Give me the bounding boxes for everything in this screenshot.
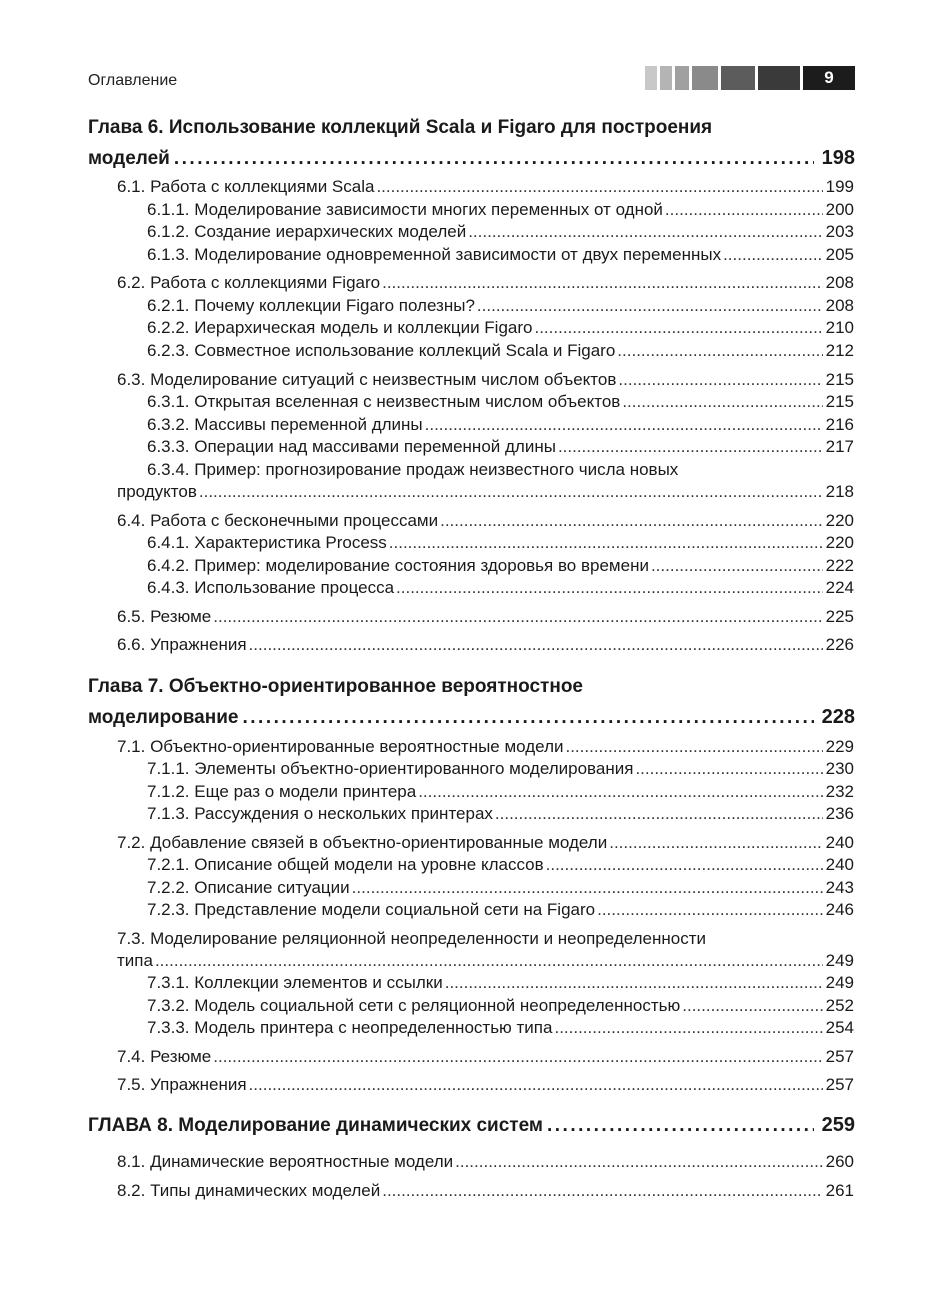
entry-title: 6.3. Моделирование ситуаций с неизвестным числом объектов [117, 370, 617, 389]
tab-block [758, 66, 800, 90]
chapter-title-line1: Глава 6. Использование коллекций Scala и Figaro для построения [88, 117, 713, 138]
entry-page: 200 [825, 200, 854, 219]
entry-page: 240 [825, 833, 854, 852]
leader-dots [597, 899, 823, 921]
entry-title: 6.2.3. Совместное использование коллекций Scala и Figaro [147, 341, 616, 360]
leader-dots [635, 758, 822, 780]
entry-title: 6.1.1. Моделирование зависимости многих переменных от одной [147, 200, 663, 219]
toc-entry[interactable] [147, 877, 854, 899]
entry-title: 7.5. Упражнения [117, 1075, 247, 1094]
toc-entry[interactable] [147, 532, 854, 554]
entry-title: 7.1.3. Рассуждения о нескольких принтерах [147, 804, 493, 823]
tab-block [721, 66, 755, 90]
entry-title: 7.1.1. Элементы объектно-ориентированного моделирования [147, 759, 634, 778]
leader-dots [682, 995, 822, 1017]
leader-dots [249, 1074, 823, 1096]
toc-entry[interactable] [147, 577, 854, 599]
leader-dots [477, 295, 823, 317]
toc-entry[interactable] [147, 199, 854, 221]
leader-dots [155, 950, 823, 972]
entry-title: 7.3.1. Коллекции элементов и ссылки [147, 973, 443, 992]
tab-block [692, 66, 718, 90]
entry-title-line2: типа [117, 951, 153, 970]
toc-entry[interactable] [117, 176, 854, 198]
entry-title: 6.1. Работа с коллекциями Scala [117, 177, 375, 196]
chapter-page: 228 [821, 706, 855, 728]
entry-page: 257 [825, 1075, 854, 1094]
toc-entry[interactable] [147, 781, 854, 803]
toc-entry[interactable] [147, 899, 854, 921]
entry-page: 229 [825, 737, 854, 756]
toc-entry[interactable] [147, 1017, 854, 1039]
entry-title-line1: 6.3.4. Пример: прогнозирование продаж неизвестного числа новых [147, 460, 679, 479]
leader-dots [249, 634, 823, 656]
toc-entry[interactable] [147, 340, 854, 362]
entry-page: 216 [825, 415, 854, 434]
toc-entry[interactable] [117, 606, 854, 628]
entry-page: 236 [825, 804, 854, 823]
toc-entry[interactable] [147, 803, 854, 825]
leader-dots [554, 1017, 822, 1039]
toc-entry[interactable] [117, 369, 854, 391]
entry-title: 6.3.1. Открытая вселенная с неизвестным числом объектов [147, 392, 621, 411]
entry-title: 7.1.2. Еще раз о модели принтера [147, 782, 417, 801]
leader-dots [382, 1180, 822, 1202]
entry-title: 6.2.1. Почему коллекции Figaro полезны? [147, 296, 475, 315]
leader-dots [609, 832, 822, 854]
entry-page: 254 [825, 1018, 854, 1037]
entry-title: 7.2.2. Описание ситуации [147, 878, 350, 897]
toc-entry[interactable] [147, 854, 854, 876]
toc-entry[interactable] [117, 1046, 854, 1068]
running-header [88, 66, 855, 92]
chapter-title-line2: моделей [88, 148, 170, 169]
toc-entry[interactable] [147, 995, 854, 1017]
entry-page: 260 [825, 1152, 854, 1171]
leader-dots [389, 532, 823, 554]
entry-title: 6.3.3. Операции над массивами переменной длины [147, 437, 556, 456]
chapter-heading[interactable] [88, 113, 855, 174]
leader-dots [617, 340, 822, 362]
toc-entry[interactable] [117, 481, 854, 503]
entry-title: 7.1. Объектно-ориентированные вероятностные модели [117, 737, 564, 756]
entry-page: 252 [825, 996, 854, 1015]
leader-dots [425, 414, 823, 436]
leader-dots [445, 972, 823, 994]
leader-dots [213, 1046, 822, 1068]
tab-block [675, 66, 689, 90]
chapter-heading[interactable] [88, 1110, 855, 1141]
entry-title: 6.4. Работа с бесконечными процессами [117, 511, 439, 530]
entry-title: 7.2.3. Представление модели социальной сети на Figaro [147, 900, 596, 919]
leader-dots [534, 317, 822, 339]
leader-dots [242, 703, 813, 733]
entry-page: 205 [825, 245, 854, 264]
toc-entry[interactable] [147, 555, 854, 577]
entry-page: 212 [825, 341, 854, 360]
entry-title: 7.3.3. Модель принтера с неопределенностью типа [147, 1018, 553, 1037]
entry-page: 232 [825, 782, 854, 801]
entry-page: 222 [825, 556, 854, 575]
entry-page: 224 [825, 578, 854, 597]
entry-page: 257 [825, 1047, 854, 1066]
toc-entry[interactable] [117, 1180, 854, 1202]
leader-dots [618, 369, 822, 391]
entry-page: 240 [825, 855, 854, 874]
toc-entry[interactable] [117, 1074, 854, 1096]
toc-entry[interactable] [117, 832, 854, 854]
leader-dots [468, 221, 822, 243]
chapter-heading[interactable] [88, 672, 855, 733]
leader-dots [558, 436, 823, 458]
entry-title: 6.4.3. Использование процесса [147, 578, 395, 597]
entry-title: 8.1. Динамические вероятностные модели [117, 1152, 454, 1171]
entry-title: 8.2. Типы динамических моделей [117, 1181, 381, 1200]
page-number: 9 [803, 66, 855, 90]
entry-title: 6.4.1. Характеристика Process [147, 533, 387, 552]
leader-dots [396, 577, 823, 599]
entry-title: 6.3.2. Массивы переменной длины [147, 415, 423, 434]
toc-entry[interactable] [117, 510, 854, 532]
tab-block [660, 66, 672, 90]
entry-title: 6.5. Резюме [117, 607, 212, 626]
leader-dots [665, 199, 823, 221]
toc-entry[interactable] [117, 736, 854, 758]
chapter-title-line1: Глава 7. Объектно-ориентированное вероятностное [88, 676, 584, 697]
entry-page: 199 [825, 177, 854, 196]
leader-dots [174, 144, 814, 174]
toc-entry[interactable] [147, 295, 854, 317]
entry-page: 220 [825, 511, 854, 530]
entry-page: 226 [825, 635, 854, 654]
entry-page: 218 [825, 482, 854, 501]
entry-page: 261 [825, 1181, 854, 1200]
entry-page: 230 [825, 759, 854, 778]
chapter-title: ГЛАВА 8. Моделирование динамических систем [88, 1115, 543, 1136]
leader-dots [382, 272, 823, 294]
toc-entry[interactable] [147, 758, 854, 780]
leader-dots [495, 803, 823, 825]
chapter-page: 259 [821, 1114, 855, 1136]
toc-entry[interactable] [147, 244, 854, 266]
entry-page: 225 [825, 607, 854, 626]
leader-dots [547, 1111, 814, 1141]
toc-entry[interactable] [147, 221, 854, 243]
entry-page: 217 [825, 437, 854, 456]
entry-title-line1: 7.3. Моделирование реляционной неопределенности и неопределенности [117, 929, 707, 948]
entry-page: 249 [825, 973, 854, 992]
toc-entry[interactable] [147, 436, 854, 458]
leader-dots [352, 877, 823, 899]
toc-entry[interactable] [117, 634, 854, 656]
chapter-page: 198 [821, 147, 855, 169]
entry-page: 208 [825, 296, 854, 315]
entry-title: 7.2.1. Описание общей модели на уровне классов [147, 855, 544, 874]
leader-dots [546, 854, 823, 876]
entry-title: 6.4.2. Пример: моделирование состояния здоровья во времени [147, 556, 649, 575]
entry-title: 7.3.2. Модель социальной сети с реляционной неопределенностью [147, 996, 681, 1015]
toc-entry[interactable] [147, 414, 854, 436]
leader-dots [440, 510, 823, 532]
entry-page: 203 [825, 222, 854, 241]
leader-dots [651, 555, 823, 577]
leader-dots [213, 606, 822, 628]
entry-page: 208 [825, 273, 854, 292]
toc-entry[interactable] [117, 950, 854, 972]
entry-title: 6.2.2. Иерархическая модель и коллекции Figaro [147, 318, 533, 337]
entry-page: 210 [825, 318, 854, 337]
entry-page: 215 [825, 370, 854, 389]
entry-page: 249 [825, 951, 854, 970]
leader-dots [199, 481, 823, 503]
toc-entry[interactable] [117, 272, 854, 294]
leader-dots [376, 176, 822, 198]
page-tab-bar [642, 66, 855, 90]
entry-title: 6.1.3. Моделирование одновременной зависимости от двух переменных [147, 245, 722, 264]
tab-block [645, 66, 657, 90]
leader-dots [565, 736, 822, 758]
toc-entry[interactable] [147, 317, 854, 339]
entry-title-line2: продуктов [117, 482, 197, 501]
leader-dots [622, 391, 822, 413]
entry-page: 243 [825, 878, 854, 897]
entry-page: 246 [825, 900, 854, 919]
leader-dots [723, 244, 823, 266]
toc-entry[interactable] [117, 1151, 854, 1173]
toc-entry[interactable] [147, 972, 854, 994]
entry-title: 6.1.2. Создание иерархических моделей [147, 222, 467, 241]
entry-page: 220 [825, 533, 854, 552]
leader-dots [418, 781, 822, 803]
entry-title: 7.2. Добавление связей в объектно-ориентированные модели [117, 833, 608, 852]
entry-title: 7.4. Резюме [117, 1047, 212, 1066]
toc-entry[interactable] [147, 391, 854, 413]
entry-title: 6.2. Работа с коллекциями Figaro [117, 273, 381, 292]
entry-page: 215 [825, 392, 854, 411]
running-header-title: Оглавление [88, 72, 178, 89]
chapter-title-line2: моделирование [88, 707, 239, 728]
leader-dots [455, 1151, 822, 1173]
entry-title: 6.6. Упражнения [117, 635, 247, 654]
